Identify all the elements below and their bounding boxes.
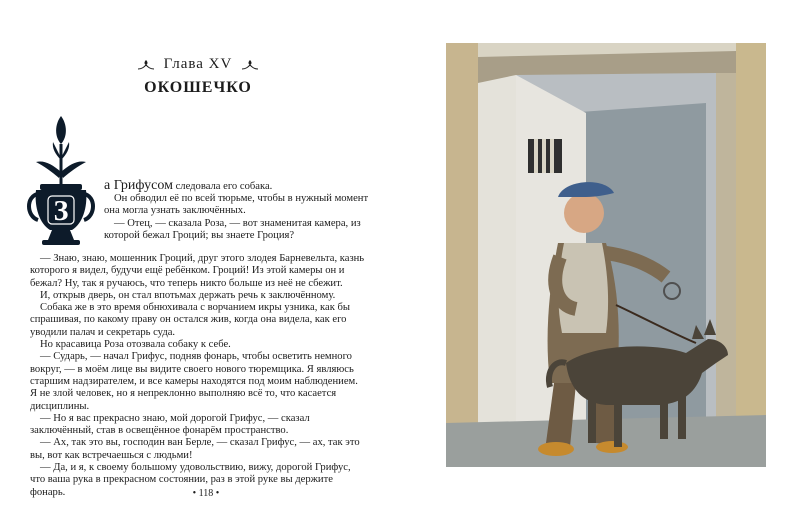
body-paragraph: — Сударь, — начал Грифус, подняв фонарь, чтобы осветить немного вокруг, — в моём лице вы видите своего нового тюремщика. Я являюсь старшим надзирателем, и все камеры находятся под моим наблюдением. Я не злой человек, но я непреклонно выполняю всё то, что касается дисциплины. (30, 351, 358, 412)
body-paragraph: — Но я вас прекрасно знаю, мой дорогой Грифус, — сказал заключённый, став в освещённое фонарём пространство. (30, 412, 310, 437)
chapter-title: ОКОШЕЧКО (144, 79, 252, 96)
opening-text (104, 180, 370, 242)
page-number: • 118 • (192, 488, 220, 499)
body-paragraph: Но красавица Роза отозвала собаку к себе. (40, 339, 231, 351)
chapter-label-row (118, 56, 278, 73)
opening-lead: а Грифусом (104, 178, 173, 193)
body-paragraph: Собака же в это время обнюхивала с ворчанием икры узника, как бы спрашивая, по какому праву он остался жив, когда она видела, как его уводили палач и секретарь суда. (30, 302, 351, 338)
opening-paragraph: Он обводил её по всей тюрьме, чтобы в нужный момент она могла узнать заключённых. (104, 193, 369, 217)
dropcap-letter: З (53, 196, 69, 227)
body-paragraph: — Да, и я, к своему большому удовольствию, вижу, дорогой Грифус, что ваша рука в прекрасном состоянии, раз в этой руке вы держите фонарь. (30, 462, 351, 498)
right-page (420, 0, 800, 524)
body-text (30, 253, 366, 499)
jailer-with-dog-illustration (446, 43, 766, 467)
body-paragraph: И, открыв дверь, он стал впотьмах держать речь к заключённому. (40, 289, 336, 301)
opening-line (104, 180, 370, 193)
body-paragraph: — Ах, так это вы, господин ван Берле, — сказал Грифус, — ах, так это вы, вот как встречаешься с людьми! (30, 437, 360, 461)
opening-paragraph: — Отец, — сказала Роза, — вот знаменитая камера, из которой бежал Гроций; вы знаете Гроция? (104, 217, 361, 241)
tulip-flourish-right-icon (240, 59, 260, 71)
tulip-flourish-left-icon (136, 59, 156, 71)
chapter-heading (118, 56, 278, 97)
opening-lead-rest: следовала его собака. (172, 181, 273, 192)
chapter-label: Глава XV (163, 56, 233, 72)
dropcap-ornament (22, 112, 100, 248)
body-paragraph: — Знаю, знаю, мошенник Гроций, друг этого злодея Барневельта, казнь которого я видел, будучи ещё ребёнком. Гроций! Из этой камеры он и бежал? Ну, так я ручаюсь, что теперь никто больше из неё не сбежит. (30, 253, 365, 289)
